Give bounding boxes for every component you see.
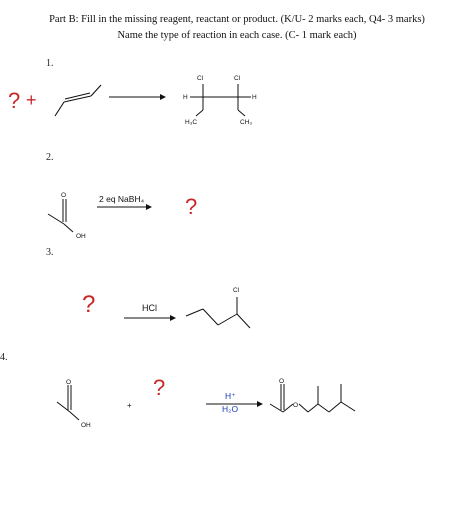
q4-carboxylic-acid-structure	[57, 385, 79, 420]
q1-dichloro-product	[190, 84, 251, 116]
question-3-reaction	[82, 287, 250, 328]
q4-plus-sign: +	[127, 401, 132, 410]
question-3-number: 3.	[46, 247, 54, 258]
q1-unknown-reactant: ?	[8, 88, 21, 113]
q4-oxygen-label: O	[66, 379, 72, 386]
q4-ester-carbonyl-oxygen-label: O	[279, 378, 285, 385]
q1-hydrogen-right-label: H	[252, 94, 257, 101]
q4-catalyst-label: H⁺	[225, 391, 236, 401]
q4-hydroxyl-label: OH	[81, 422, 91, 429]
q2-oxygen-label: O	[61, 192, 67, 199]
q1-methyl-left-label: H₃C	[185, 119, 198, 126]
q2-carboxylic-acid-structure	[48, 199, 73, 232]
q3-reaction-arrow	[124, 315, 176, 321]
q3-reagent-label: HCl	[142, 303, 157, 313]
q1-chlorine-right-label: Cl	[234, 75, 241, 82]
question-4-reaction	[57, 375, 355, 429]
instructions-line-2: Name the type of reaction in each case. (C- 1 mark each)	[117, 30, 357, 41]
q1-alkene-structure	[55, 85, 101, 116]
question-2-reaction	[48, 192, 197, 240]
q1-reaction-arrow	[109, 94, 166, 100]
q3-chlorine-label: Cl	[233, 287, 240, 294]
q4-byproduct-label: H₂O	[222, 404, 239, 414]
q2-reagent-label: 2 eq NaBH₄	[99, 194, 145, 204]
q4-ester-product	[270, 384, 355, 412]
question-1-reaction	[8, 75, 257, 126]
question-1-number: 1.	[46, 58, 54, 69]
q1-plus-sign: +	[26, 90, 37, 110]
q4-ester-oxygen-label: O	[293, 402, 299, 409]
q4-unknown-reactant: ?	[153, 375, 166, 400]
q1-chlorine-left-label: Cl	[197, 75, 204, 82]
q2-reaction-arrow	[97, 204, 152, 210]
question-4-number: 4.	[0, 352, 8, 363]
instructions-line-1: Part B: Fill in the missing reagent, reactant or product. (K/U- 2 marks each, Q4- 3 marks)	[49, 14, 425, 25]
q3-chloroalkane-product	[186, 297, 250, 328]
q3-unknown-reactant: ?	[82, 291, 96, 318]
q1-methyl-right-label: CH₃	[240, 119, 253, 126]
q2-hydroxyl-label: OH	[76, 233, 86, 240]
q1-hydrogen-left-label: H	[183, 94, 188, 101]
q2-unknown-product: ?	[185, 194, 198, 219]
question-2-number: 2.	[46, 152, 54, 163]
